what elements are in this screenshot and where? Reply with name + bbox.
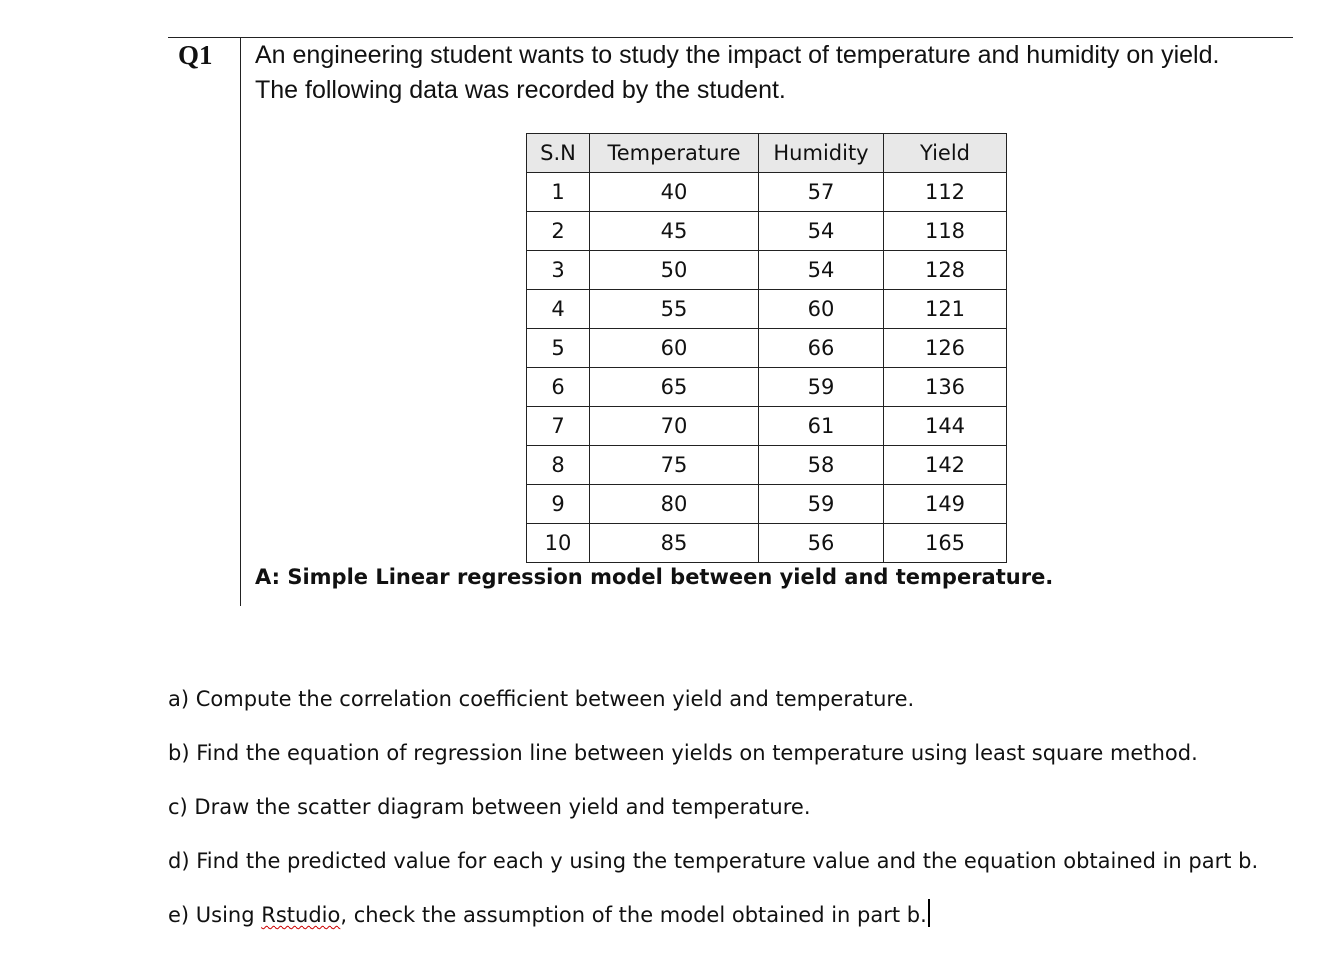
table-row (527, 329, 1007, 368)
cell-temperature: 75 (590, 446, 759, 485)
cell-yield: 165 (884, 524, 1007, 563)
table-header-row (527, 134, 1007, 173)
cell-humidity: 57 (759, 173, 884, 212)
question-a: a) Compute the correlation coefficient between yield and temperature. (168, 687, 915, 711)
spellcheck-word[interactable]: Rstudio (261, 903, 341, 927)
cell-humidity: 54 (759, 212, 884, 251)
header-yield: Yield (884, 134, 1007, 173)
table-row (527, 407, 1007, 446)
cell-sn: 2 (527, 212, 590, 251)
header-sn: S.N (527, 134, 590, 173)
cell-yield: 112 (884, 173, 1007, 212)
question-d: d) Find the predicted value for each y using the temperature value and the equation obtained in part b. (168, 849, 1259, 873)
table-row (527, 251, 1007, 290)
cell-temperature: 70 (590, 407, 759, 446)
cell-temperature: 45 (590, 212, 759, 251)
data-table (526, 133, 1007, 563)
question-e (168, 897, 1258, 951)
table-row (527, 212, 1007, 251)
cell-sn: 1 (527, 173, 590, 212)
cell-sn: 4 (527, 290, 590, 329)
cell-temperature: 40 (590, 173, 759, 212)
section-a-heading: A: Simple Linear regression model between yield and temperature. (255, 565, 1054, 589)
question-list (168, 681, 1258, 951)
cell-sn: 7 (527, 407, 590, 446)
cell-humidity: 56 (759, 524, 884, 563)
header-humidity: Humidity (759, 134, 884, 173)
cell-yield: 142 (884, 446, 1007, 485)
question-c: c) Draw the scatter diagram between yield and temperature. (168, 795, 811, 819)
question-e-prefix: e) Using (168, 903, 262, 927)
cell-temperature: 50 (590, 251, 759, 290)
cell-yield: 128 (884, 251, 1007, 290)
cell-humidity: 60 (759, 290, 884, 329)
cell-yield: 136 (884, 368, 1007, 407)
cell-yield: 149 (884, 485, 1007, 524)
table-row (527, 290, 1007, 329)
intro-line-1: An engineering student wants to study the impact of temperature and humidity on yield. (255, 41, 1220, 69)
cell-sn: 3 (527, 251, 590, 290)
cell-humidity: 61 (759, 407, 884, 446)
cell-temperature: 65 (590, 368, 759, 407)
cell-humidity: 54 (759, 251, 884, 290)
cell-yield: 121 (884, 290, 1007, 329)
cell-temperature: 55 (590, 290, 759, 329)
question-intro (255, 38, 1219, 108)
table-row (527, 173, 1007, 212)
table-row (527, 446, 1007, 485)
cell-sn: 6 (527, 368, 590, 407)
question-number: Q1 (178, 40, 213, 70)
table-row (527, 368, 1007, 407)
cell-temperature: 60 (590, 329, 759, 368)
header-temperature: Temperature (590, 134, 759, 173)
table-row (527, 524, 1007, 563)
cell-temperature: 85 (590, 524, 759, 563)
question-b: b) Find the equation of regression line between yields on temperature using least square method. (168, 741, 1198, 765)
text-cursor (928, 899, 930, 927)
cell-humidity: 58 (759, 446, 884, 485)
cell-yield: 118 (884, 212, 1007, 251)
cell-humidity: 59 (759, 368, 884, 407)
cell-sn: 10 (527, 524, 590, 563)
cell-yield: 126 (884, 329, 1007, 368)
intro-line-2: The following data was recorded by the student. (255, 76, 786, 104)
left-rule (240, 38, 241, 606)
question-e-suffix: , check the assumption of the model obtained in part b. (340, 903, 927, 927)
cell-sn: 9 (527, 485, 590, 524)
cell-temperature: 80 (590, 485, 759, 524)
cell-sn: 8 (527, 446, 590, 485)
cell-humidity: 66 (759, 329, 884, 368)
table-row (527, 485, 1007, 524)
cell-yield: 144 (884, 407, 1007, 446)
cell-humidity: 59 (759, 485, 884, 524)
cell-sn: 5 (527, 329, 590, 368)
